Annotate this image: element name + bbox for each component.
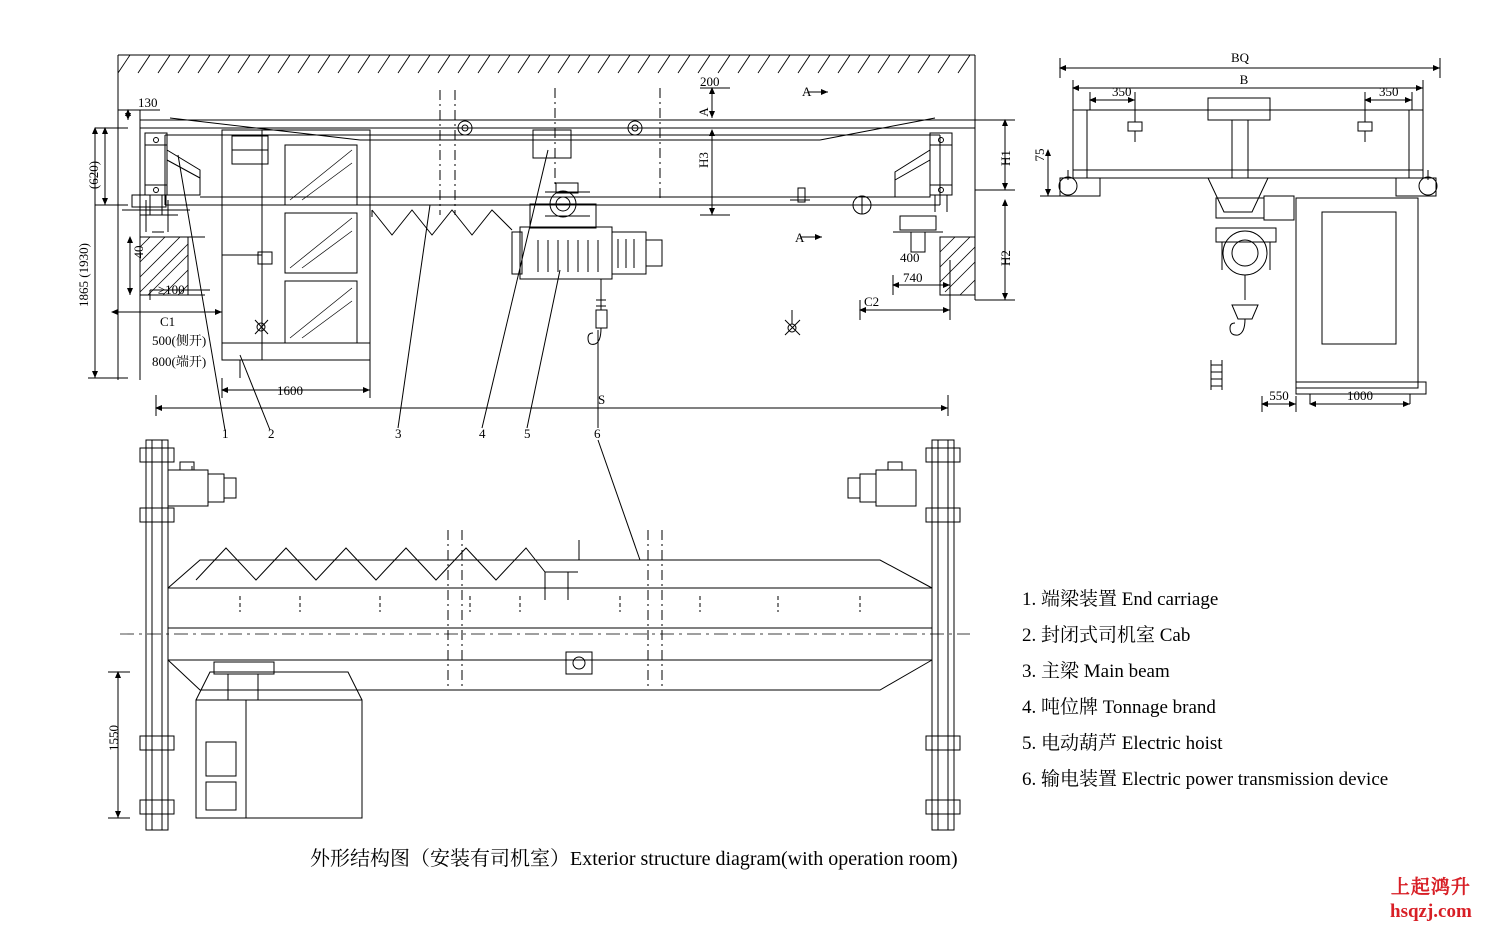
section-a-top: A [802,84,812,99]
front-view [88,55,1015,430]
dim-h3: H3 [696,152,711,168]
dim-1865: 1865 (1930) [76,243,91,307]
brand-name: 上起鸿升 [1390,876,1471,898]
dim-1550: 1550 [106,725,121,751]
legend-item-3: 3. 主梁 Main beam [1022,661,1170,682]
dim-a-vert: A [696,107,711,117]
dim-550: 550 [1269,388,1289,403]
dim-800: 800(端开) [152,354,207,369]
dim-200: 200 [700,74,720,89]
brand-watermark [1390,872,1472,923]
dim-h1: H1 [998,150,1013,166]
callout-6: 6 [594,426,601,441]
dim-1000: 1000 [1347,388,1373,403]
dim-740: 740 [903,270,923,285]
callout-1: 1 [222,426,229,441]
legend-item-6: 6. 输电装置 Electric power transmission device [1022,769,1389,790]
dim-350-left: 350 [1112,84,1132,99]
dim-40: 40 [131,245,146,259]
dim-350-right: 350 [1379,84,1399,99]
dim-620: (620) [86,160,101,190]
brand-url[interactable]: hsqzj.com [1390,901,1472,922]
section-a-left: A [795,230,805,245]
dim-500: 500(侧开) [152,333,207,348]
drawing-caption: 外形结构图（安装有司机室）Exterior structure diagram(with operation room) [310,848,958,870]
dim-1600: 1600 [277,383,303,398]
callout-2: 2 [268,426,275,441]
dim-130: 130 [138,95,158,110]
dim-bq: BQ [1230,50,1250,65]
dim-s: S [598,392,606,407]
dim-h2: H2 [998,250,1013,266]
dim-c2: C2 [864,294,880,309]
dim-ge100: ≥100 [158,282,185,297]
callout-4: 4 [479,426,486,441]
legend-item-1: 1. 端梁装置 End carriage [1022,589,1219,610]
dim-75: 75 [1032,148,1047,162]
dim-c1: C1 [160,314,176,329]
dim-b: B [1239,72,1249,87]
dim-400: 400 [900,250,920,265]
plan-view [108,440,970,830]
legend-item-5: 5. 电动葫芦 Electric hoist [1022,733,1223,754]
callout-5: 5 [524,426,531,441]
legend-list [1022,582,1492,798]
legend-item-4: 4. 吨位牌 Tonnage brand [1022,697,1216,718]
legend-item-2: 2. 封闭式司机室 Cab [1022,625,1191,646]
side-view [1040,58,1440,412]
callout-3: 3 [395,426,402,441]
